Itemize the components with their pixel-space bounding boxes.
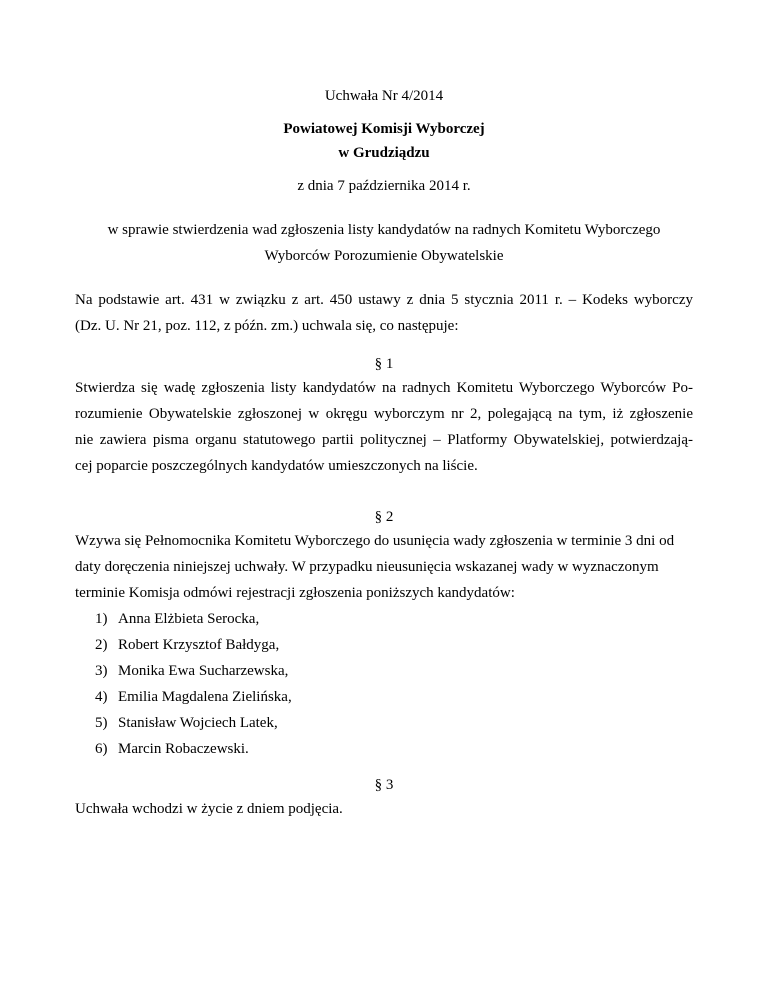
section-1-line: nie zawiera pisma organu statutowego partii politycznej – Platformy Obywatelskiej, potwierdzają- bbox=[75, 432, 693, 448]
candidate-name: Marcin Robaczewski. bbox=[118, 741, 249, 757]
preamble bbox=[75, 291, 693, 343]
resolution-title: Uchwała Nr 4/2014 bbox=[324, 88, 444, 104]
list-item-number: 3) bbox=[95, 663, 108, 679]
candidate-name: Robert Krzysztof Bałdyga, bbox=[118, 637, 280, 653]
resolution-date: z dnia 7 października 2014 r. bbox=[297, 178, 471, 194]
section-3-heading: § 3 bbox=[374, 777, 394, 793]
commission-location: w Grudziądzu bbox=[338, 145, 430, 161]
section-1-line: Stwierdza się wadę zgłoszenia listy kandydatów na radnych Komitetu Wyborczego Wyborców Po- bbox=[75, 380, 693, 396]
list-item bbox=[95, 740, 292, 766]
list-item-number: 6) bbox=[95, 741, 108, 757]
list-item-number: 4) bbox=[95, 689, 108, 705]
section-1-line: rozumienie Obywatelskie zgłoszonej w okręgu wyborczym nr 2, polegającą na tym, iż zgłoszenie bbox=[75, 406, 693, 422]
commission-name: Powiatowej Komisji Wyborczej bbox=[283, 121, 485, 137]
section-1-body bbox=[75, 379, 693, 483]
subject-line-1: w sprawie stwierdzenia wad zgłoszenia listy kandydatów na radnych Komitetu Wyborczego bbox=[107, 222, 661, 238]
section-2-line: daty doręczenia niniejszej uchwały. W przypadku nieusunięcia wskazanej wady w wyznaczonym bbox=[75, 559, 659, 575]
list-item bbox=[95, 636, 292, 662]
list-item bbox=[95, 662, 292, 688]
preamble-line-1: Na podstawie art. 431 w związku z art. 450 ustawy z dnia 5 stycznia 2011 r. – Kodeks wyborczy bbox=[75, 292, 693, 308]
candidate-name: Stanisław Wojciech Latek, bbox=[118, 715, 278, 731]
candidate-name: Anna Elżbieta Serocka, bbox=[118, 611, 260, 627]
candidate-list bbox=[95, 610, 292, 766]
list-item-number: 5) bbox=[95, 715, 108, 731]
list-item-number: 1) bbox=[95, 611, 108, 627]
list-item bbox=[95, 610, 292, 636]
section-1-heading: § 1 bbox=[374, 356, 394, 372]
list-item bbox=[95, 714, 292, 740]
preamble-line-2: (Dz. U. Nr 21, poz. 112, z późn. zm.) uchwala się, co następuje: bbox=[75, 318, 459, 334]
candidate-name: Monika Ewa Sucharzewska, bbox=[118, 663, 289, 679]
candidate-name: Emilia Magdalena Zielińska, bbox=[118, 689, 292, 705]
section-1-line: cej poparcie poszczególnych kandydatów umieszczonych na liście. bbox=[75, 458, 478, 474]
section-2-body bbox=[75, 532, 693, 610]
section-2-heading: § 2 bbox=[374, 509, 394, 525]
list-item-number: 2) bbox=[95, 637, 108, 653]
section-2-line: terminie Komisja odmówi rejestracji zgłoszenia poniższych kandydatów: bbox=[75, 585, 515, 601]
section-3-text: Uchwała wchodzi w życie z dniem podjęcia. bbox=[75, 801, 343, 817]
list-item bbox=[95, 688, 292, 714]
section-2-line: Wzywa się Pełnomocnika Komitetu Wyborczego do usunięcia wady zgłoszenia w terminie 3 dni od bbox=[75, 533, 675, 549]
subject-line-2: Wyborców Porozumienie Obywatelskie bbox=[264, 248, 504, 264]
